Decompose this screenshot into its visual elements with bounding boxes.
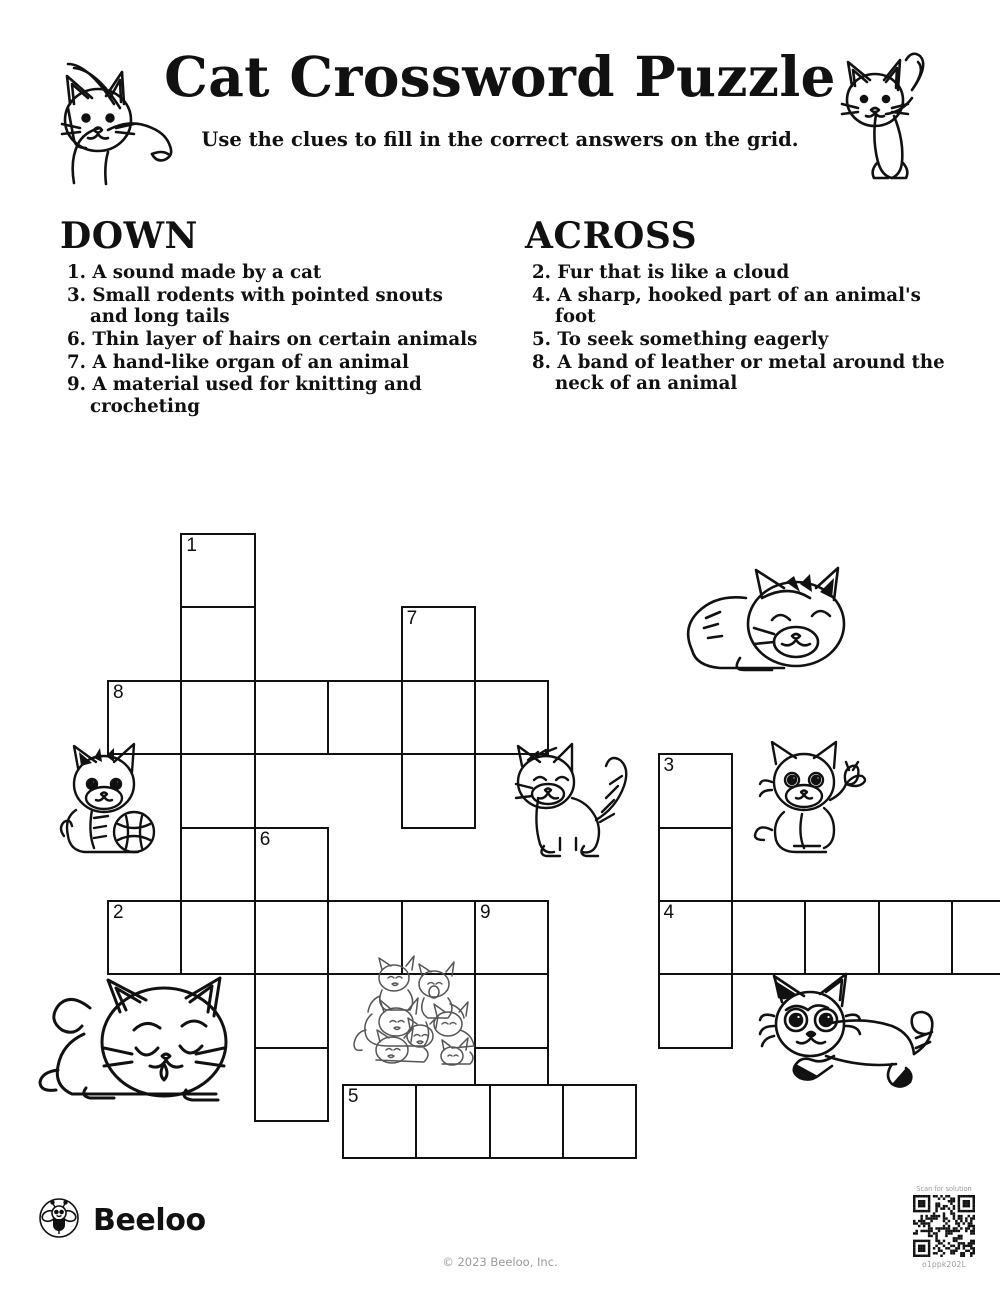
clue-number: 2. — [532, 262, 551, 283]
grid-cell-number: 5 — [347, 1085, 359, 1107]
grid-cell[interactable] — [658, 973, 733, 1048]
grid-cell-number: 6 — [259, 828, 271, 850]
grid-cell[interactable] — [474, 973, 549, 1048]
grid-cell-number: 3 — [663, 755, 675, 777]
clue-text: To seek something eagerly — [557, 328, 829, 350]
grid-cell[interactable] — [562, 1084, 637, 1159]
clue-text: A hand-like organ of an animal — [92, 351, 409, 373]
grid-cell[interactable] — [254, 900, 329, 975]
bee-icon — [38, 1197, 80, 1244]
grid-cell-1[interactable] — [180, 533, 255, 608]
cat-pile-kittens-icon — [352, 952, 482, 1072]
clue-text: A material used for knitting and crocheting — [90, 374, 422, 417]
cat-standing-striped-icon — [498, 742, 643, 862]
cat-with-butterfly-icon — [746, 738, 876, 863]
grid-cell-number: 9 — [480, 902, 491, 923]
grid-cell[interactable] — [401, 753, 476, 828]
clue-number: 8. — [532, 351, 551, 373]
page-footer — [0, 1185, 1000, 1294]
grid-cell[interactable] — [415, 1084, 490, 1159]
page-title: Cat Crossword Puzzle — [164, 44, 836, 109]
clue-text: Fur that is like a cloud — [557, 262, 790, 283]
clue-number: 3. — [67, 284, 86, 306]
qr-caption: Scan for solution — [916, 1185, 972, 1193]
grid-cell-5[interactable] — [342, 1084, 417, 1159]
grid-cell[interactable] — [180, 827, 255, 902]
grid-cell-number: 8 — [113, 681, 124, 703]
clue-number: 5. — [532, 328, 551, 350]
clue-number: 9. — [67, 374, 86, 396]
grid-cell-6[interactable] — [254, 827, 329, 902]
brand-name: Beeloo — [93, 1203, 206, 1238]
clue-text: A sound made by a cat — [92, 262, 322, 283]
clue-number: 1. — [67, 262, 86, 283]
clues-across-heading: ACROSS — [525, 215, 698, 257]
grid-cell-9[interactable] — [474, 900, 549, 975]
grid-cell[interactable] — [401, 680, 476, 755]
grid-cell[interactable] — [658, 827, 733, 902]
cat-running-spotted-icon — [752, 972, 942, 1102]
qr-code-icon[interactable] — [913, 1195, 975, 1257]
clue-number: 7. — [67, 351, 86, 373]
grid-cell-number: 2 — [113, 902, 124, 923]
cat-lying-winking-icon — [676, 562, 856, 687]
grid-cell[interactable] — [327, 680, 402, 755]
clue-text: A band of leather or metal around the neck of an animal — [555, 351, 945, 395]
cat-with-yarn-ball-icon — [56, 740, 176, 865]
cat-sleeping-big-icon — [36, 978, 286, 1108]
grid-cell-2[interactable] — [107, 900, 182, 975]
grid-cell[interactable] — [180, 606, 255, 681]
qr-solution-block[interactable] — [905, 1185, 983, 1269]
grid-cell[interactable] — [878, 900, 953, 975]
grid-cell-number: 7 — [406, 608, 418, 630]
grid-cell-number: 1 — [186, 535, 197, 556]
clue-number: 4. — [532, 284, 551, 306]
grid-cell[interactable] — [180, 680, 255, 755]
grid-cell-number: 4 — [663, 902, 675, 923]
grid-cell[interactable] — [804, 900, 879, 975]
clue-text: Thin layer of hairs on certain animals — [92, 328, 478, 350]
grid-cell-3[interactable] — [658, 753, 733, 828]
qr-id-label: o1ppk202L — [921, 1260, 967, 1269]
grid-cell[interactable] — [180, 900, 255, 975]
grid-cell[interactable] — [180, 753, 255, 828]
grid-cell[interactable] — [254, 680, 329, 755]
copyright-text: © 2023 Beeloo, Inc. — [442, 1255, 558, 1269]
clue-number: 6. — [67, 328, 86, 350]
grid-cell-7[interactable] — [401, 606, 476, 681]
clue-text: Small rodents with pointed snouts and long tails — [90, 284, 443, 328]
grid-cell[interactable] — [489, 1084, 564, 1159]
grid-cell[interactable] — [951, 900, 1000, 975]
page-subtitle: Use the clues to fill in the correct answers on the grid. — [201, 127, 799, 151]
grid-cell-4[interactable] — [658, 900, 733, 975]
clue-text: A sharp, hooked part of an animal's foot — [555, 284, 921, 328]
brand-logo — [38, 1197, 206, 1244]
grid-cell[interactable] — [731, 900, 806, 975]
clues-down-heading: DOWN — [60, 215, 198, 257]
